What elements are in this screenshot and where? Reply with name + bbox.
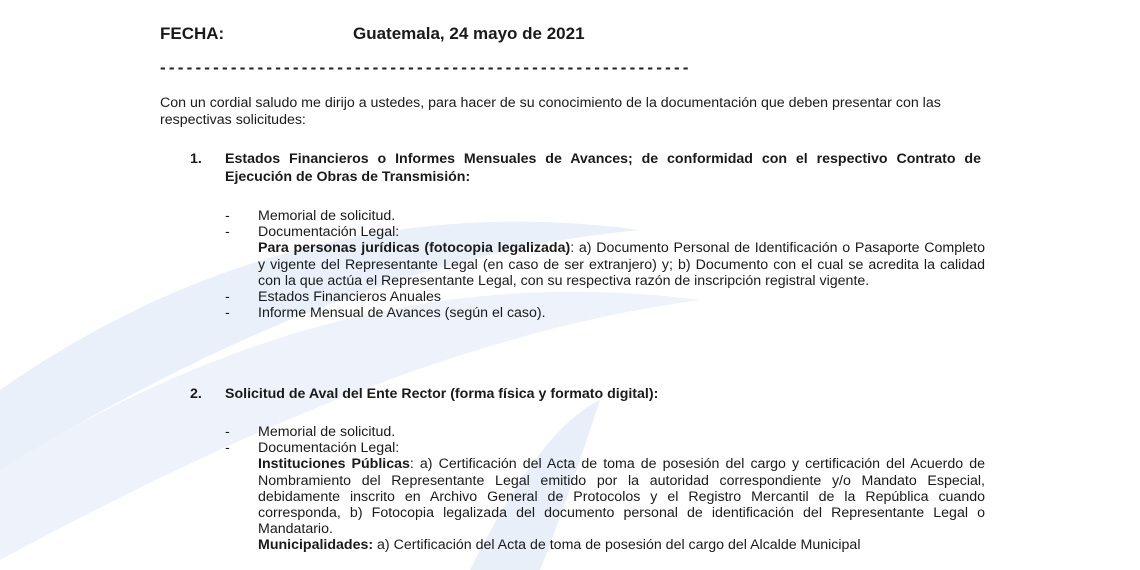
- section-1-list: [225, 208, 985, 321]
- municipal-paragraph: Municipalidades: a) Certificación del Acta de toma de posesión del cargo del Alcalde Municipal: [258, 537, 861, 554]
- list-item: - Informe Mensual de Avances (según el caso).: [225, 305, 546, 322]
- list-item: - Memorial de solicitud.: [225, 208, 396, 224]
- list-item: - Documentación Legal:: [225, 440, 400, 457]
- list-item: - Documentación Legal:: [225, 224, 400, 241]
- legal-paragraph: Instituciones Públicas: a) Certificación del Acta de toma de posesión del cargo y certificación del Acuerdo de Nombramiento del Representante Legal emitido por la autoridad correspondiente y/o Mandato Especial, debidamente inscrito en Archivo General de Protocolos y el Registro Mercantil de la República cuando corresponda, b) Fotocopia legalizada del documento personal de identificación del Representante Legal o Mandatario.: [258, 456, 986, 538]
- section-title-text: Solicitud de Aval del Ente Rector (forma física y formato digital):: [225, 386, 659, 402]
- list-item: - Memorial de solicitud.: [225, 424, 396, 440]
- separator-line: ------------------------------------------------------------: [160, 58, 692, 77]
- legal-paragraph: Para personas jurídicas (fotocopia legalizada): a) Documento Personal de Identificación o Pasaporte Completo y vigente del Representante Legal (en caso de ser extranjero) y; b) Documento con el cual se acredita la calidad con la que actúa el Representante Legal, con su respectiva razón de inscripción registral vigente.: [258, 240, 985, 289]
- date-value: Guatemala, 24 mayo de 2021: [353, 24, 585, 43]
- section-2-list: [225, 424, 985, 554]
- section-title-text: Estados Financieros o Informes Mensuales de Avances; de conformidad con el respectivo Contrato de Ejecución de Obras de Transmisión:: [225, 151, 981, 185]
- date-label: FECHA:: [160, 24, 225, 43]
- intro-paragraph: Con un cordial saludo me dirijo a ustedes, para hacer de su conocimiento de la documentación que deben presentar con las respectivas solicitudes:: [160, 95, 941, 128]
- section-number: 2.: [190, 386, 202, 402]
- section-number: 1.: [190, 151, 202, 167]
- list-item: - Estados Financieros Anuales: [225, 289, 441, 306]
